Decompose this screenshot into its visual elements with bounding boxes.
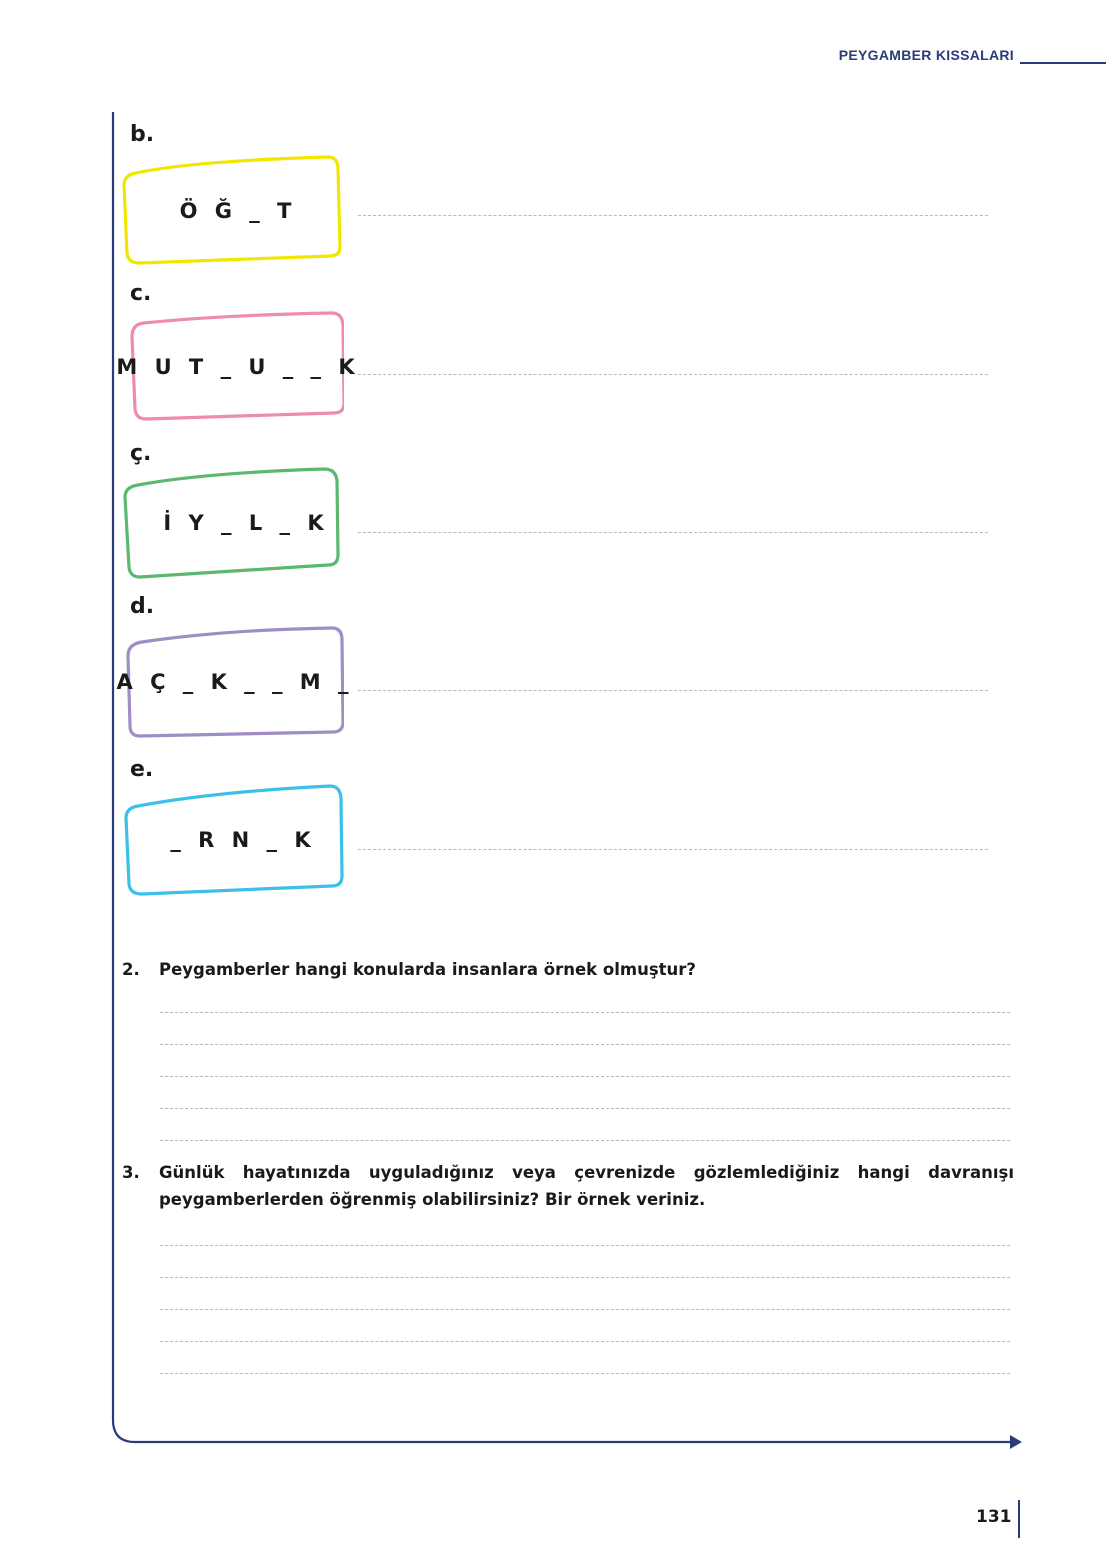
item-letter-cedilla: ç. [130,441,152,466]
word-box-e [122,784,344,896]
word-puzzle-c: M U T _ U _ _ K [116,355,360,379]
item-letter-e: e. [130,757,154,782]
page-number: 131 [976,1507,1012,1527]
word-puzzle-b: Ö Ğ _ T [179,199,297,223]
word-box-c [116,311,360,423]
word-box-b [122,155,344,267]
item-letter-b: b. [130,122,155,147]
question-3-text: Günlük hayatınızda uyguladığınız veya çevrenizde gözlemlediğiniz hangi davranışı peygamberlerden öğrenmiş olabilirsiniz? Bir örnek veriniz. [159,1163,1014,1209]
answer-line-q3-5[interactable] [160,1373,1010,1374]
running-header-title: PEYGAMBER KISSALARI [838,47,1014,63]
answer-line-d[interactable] [358,690,988,691]
item-letter-c: c. [130,281,152,306]
answer-line-q3-3[interactable] [160,1309,1010,1310]
answer-line-b[interactable] [358,215,988,216]
question-3 [122,1159,1014,1213]
answer-line-q2-4[interactable] [160,1108,1010,1109]
word-box-d [116,626,354,738]
answer-line-q2-3[interactable] [160,1076,1010,1077]
answer-line-q2-5[interactable] [160,1140,1010,1141]
answer-line-q3-4[interactable] [160,1341,1010,1342]
word-box-cedilla [122,467,344,579]
word-puzzle-e: _ R N _ K [170,828,316,852]
question-2 [122,956,1014,983]
answer-line-c[interactable] [358,374,988,375]
answer-line-q3-1[interactable] [160,1245,1010,1246]
item-letter-d: d. [130,594,155,619]
word-puzzle-d: A Ç _ K _ _ M _ [116,670,354,694]
word-puzzle-cedilla: İ Y _ L _ K [163,511,329,535]
answer-line-cedilla[interactable] [358,532,988,533]
answer-line-e[interactable] [358,849,988,850]
question-2-text: Peygamberler hangi konularda insanlara örnek olmuştur? [159,960,696,979]
answer-line-q2-2[interactable] [160,1044,1010,1045]
question-3-number: 3. [122,1163,140,1182]
page-number-rule [1018,1500,1020,1538]
question-2-number: 2. [122,960,140,979]
answer-line-q2-1[interactable] [160,1012,1010,1013]
answer-line-q3-2[interactable] [160,1277,1010,1278]
